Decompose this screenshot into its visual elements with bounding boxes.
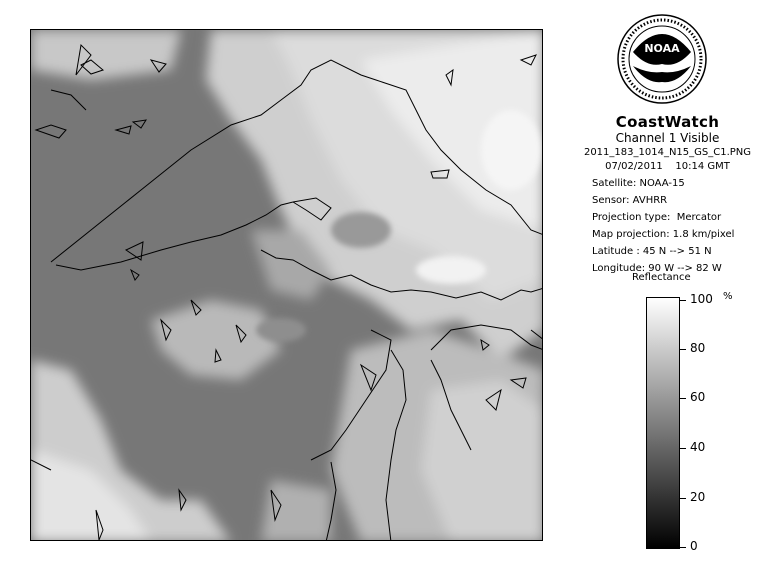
logo-text: NOAA: [644, 42, 680, 55]
colorbar-tick-label: 20: [690, 490, 706, 504]
colorbar-unit: %: [723, 291, 733, 302]
colorbar-tick: [680, 300, 686, 301]
colorbar-tick: [680, 547, 686, 548]
colorbar-tick: [680, 349, 686, 350]
colorbar-label: Reflectance: [632, 272, 691, 283]
colorbar-tick-label: 0: [690, 539, 698, 553]
channel-subtitle: Channel 1 Visible: [615, 131, 720, 145]
colorbar-tick: [680, 498, 686, 499]
colorbar-tick-label: 100: [690, 292, 713, 306]
colorbar-tick-label: 60: [690, 390, 706, 404]
reflectance-colorbar: [646, 297, 680, 549]
satellite-info: Satellite: NOAA-15: [592, 178, 685, 189]
colorbar-tick: [680, 448, 686, 449]
noaa-logo: [617, 14, 707, 104]
file-name: 2011_183_1014_N15_GS_C1.PNG: [583, 147, 752, 158]
colorbar-tick: [680, 398, 686, 399]
sensor-info: Sensor: AVHRR: [592, 195, 668, 206]
satellite-map: [30, 29, 543, 541]
projection-type: Projection type: Mercator: [592, 212, 722, 223]
colorbar-tick-label: 80: [690, 341, 706, 355]
colorbar-tick-label: 40: [690, 440, 706, 454]
date-time: 07/02/2011 10:14 GMT: [605, 161, 730, 172]
longitude-range: Longitude: 90 W --> 82 W: [592, 263, 722, 274]
map-projection: Map projection: 1.8 km/pixel: [592, 229, 735, 240]
app-title: CoastWatch: [615, 113, 720, 131]
latitude-range: Latitude : 45 N --> 51 N: [592, 246, 712, 257]
map-image: [31, 30, 543, 541]
